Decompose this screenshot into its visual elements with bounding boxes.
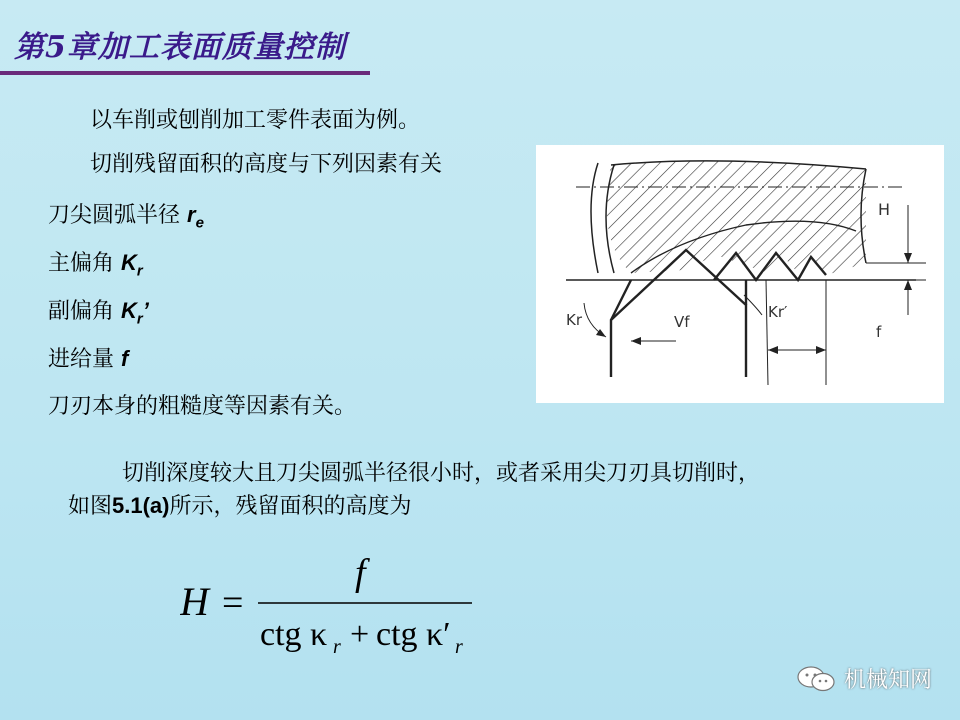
label-kr: Kr: [566, 311, 583, 329]
factor-major-angle: [48, 250, 143, 284]
paragraph-suffix: 所示，残留面积的高度为: [169, 494, 412, 519]
label-kr-prime: Kr′: [768, 303, 788, 321]
formula-den-left: ctg κ: [260, 616, 328, 653]
factor-symbol: K: [121, 250, 137, 275]
factor-subscript: r: [136, 310, 143, 328]
factor-symbol: K: [121, 298, 137, 323]
factor-feed: [48, 346, 128, 373]
formula-den-right-sub: r: [455, 636, 463, 658]
intro-line: 以车削或刨削加工零件表面为例。: [90, 108, 421, 133]
factor-subscript: r: [136, 262, 143, 280]
paragraph-line-1: 切削深度较大且刀尖圆弧半径很小时，或者采用尖刀刃具切削时，: [122, 461, 761, 486]
factors-intro: 切削残留面积的高度与下列因素有关: [90, 152, 443, 177]
watermark: [796, 663, 932, 694]
factor-nose-radius: [48, 202, 204, 236]
chat-bubble-icon: [796, 665, 836, 693]
paragraph-line-2: [68, 490, 928, 523]
label-vf: Vf: [674, 313, 690, 331]
explanation-paragraph: [68, 458, 928, 523]
watermark-text: 机械知网: [843, 668, 932, 693]
factor-label: 进给量: [48, 347, 121, 372]
title-underline: [0, 71, 370, 75]
cutting-diagram: [536, 145, 944, 403]
factor-subscript: e: [195, 214, 204, 232]
factor-symbol: f: [121, 346, 129, 371]
factor-label: 副偏角: [48, 299, 121, 324]
formula-den-right: ctg κ′: [376, 616, 451, 653]
figure-reference: 5.1(a): [112, 493, 170, 518]
factor-prime: ’: [142, 298, 149, 323]
label-f: f: [876, 323, 882, 341]
factor-symbol: r: [187, 202, 196, 227]
formula-plus: +: [350, 616, 370, 653]
slide-title: 第5章加工表面质量控制: [14, 30, 346, 65]
closing-line: 刀刃本身的粗糙度等因素有关。: [48, 394, 357, 419]
factor-label: 刀尖圆弧半径: [48, 203, 187, 228]
roughness-formula: [180, 545, 500, 665]
formula-den-left-sub: r: [333, 636, 341, 658]
formula-numerator: f: [355, 552, 366, 594]
factor-minor-angle: [48, 298, 149, 332]
factor-label: 主偏角: [48, 251, 121, 276]
paragraph-prefix: 如图: [68, 494, 113, 519]
formula-lhs: H: [180, 579, 209, 624]
label-h: H: [878, 200, 891, 219]
formula-equals: =: [222, 582, 244, 624]
